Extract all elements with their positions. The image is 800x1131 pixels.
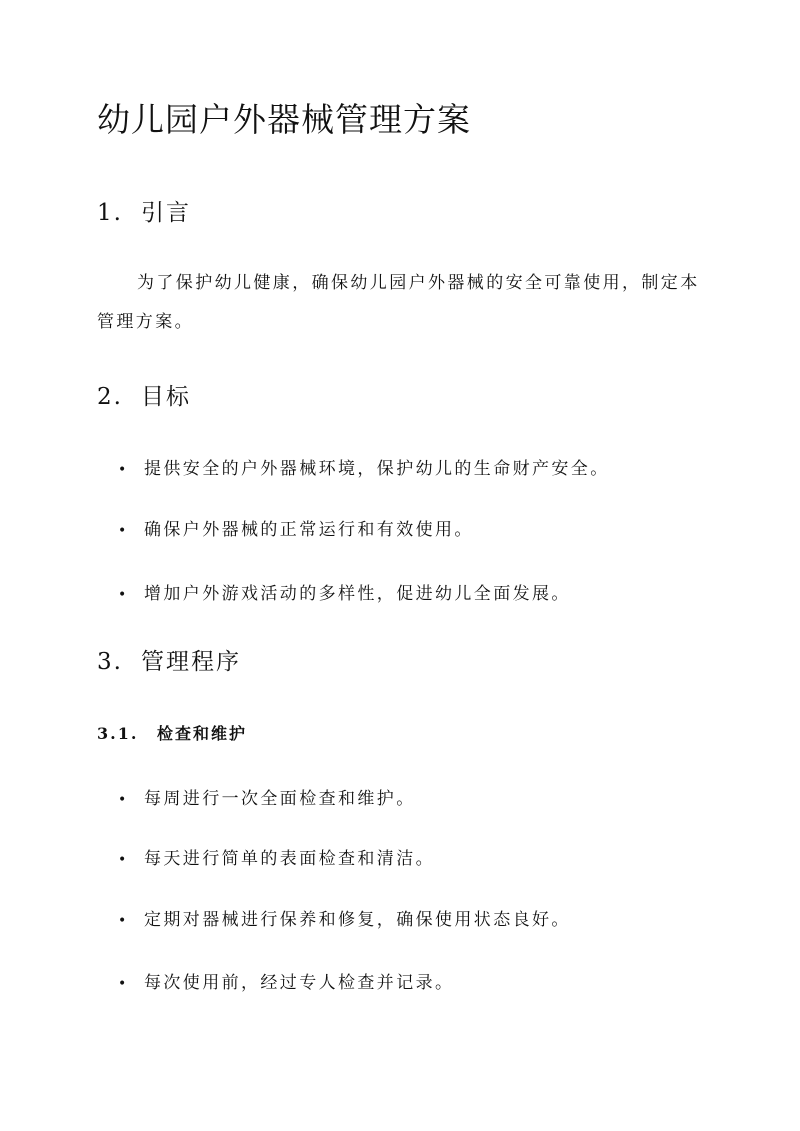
bullet-icon: • (118, 792, 129, 808)
subsection-title: 检查和维护 (157, 724, 248, 743)
list-item (118, 846, 435, 873)
bullet-icon: • (118, 523, 129, 539)
list-item-text: 提供安全的户外器械环境，保护幼儿的生命财产安全。 (144, 459, 610, 479)
list-item-text: 每周进行一次全面检查和维护。 (144, 789, 416, 809)
bullet-icon: • (118, 587, 129, 603)
subsection-heading-inspection (97, 722, 247, 746)
section-number: 2. (97, 384, 123, 410)
subsection-number: 3.1. (97, 724, 139, 743)
list-item-text: 增加户外游戏活动的多样性，促进幼儿全面发展。 (144, 584, 571, 604)
introduction-paragraph: 为了保护幼儿健康，确保幼儿园户外器械的安全可靠使用，制定本管理方案。 (97, 273, 700, 332)
list-item (118, 970, 454, 997)
list-item-text: 每次使用前，经过专人检查并记录。 (144, 973, 455, 993)
list-item (118, 907, 571, 934)
section-title: 目标 (141, 384, 191, 410)
list-item (118, 456, 610, 483)
section-number: 3. (97, 649, 123, 675)
list-item (118, 517, 474, 544)
list-item (118, 581, 571, 608)
document-title: 幼儿园户外器械管理方案 (97, 100, 471, 139)
bullet-icon: • (118, 976, 129, 992)
bullet-icon: • (118, 462, 129, 478)
section-heading-introduction (97, 196, 191, 230)
section-title: 引言 (141, 200, 191, 226)
section-number: 1. (97, 200, 123, 226)
bullet-icon: • (118, 913, 129, 929)
list-item (118, 786, 416, 813)
section-heading-procedures (97, 645, 241, 679)
list-item-text: 定期对器械进行保养和修复，确保使用状态良好。 (144, 910, 571, 930)
list-item-text: 每天进行简单的表面检查和清洁。 (144, 849, 435, 869)
bullet-icon: • (118, 852, 129, 868)
list-item-text: 确保户外器械的正常运行和有效使用。 (144, 520, 474, 540)
section-title: 管理程序 (141, 649, 241, 675)
section-heading-goals (97, 380, 191, 414)
